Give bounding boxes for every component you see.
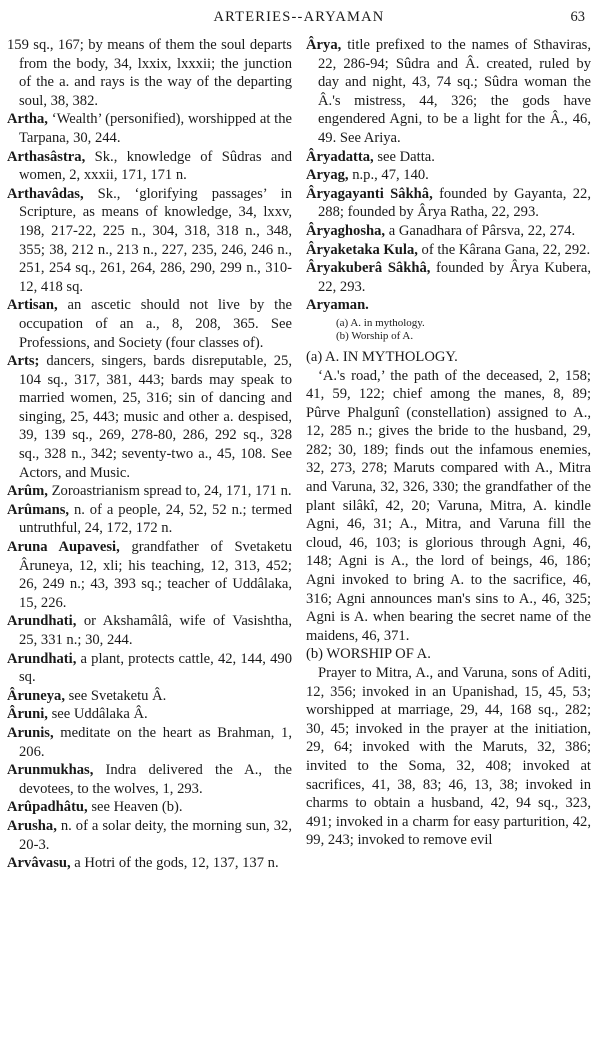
entry-headword: Aryaman. xyxy=(306,297,369,314)
index-entry xyxy=(306,222,591,241)
entry-text: of the Kârana Gana, 22, 292. xyxy=(417,241,591,258)
index-entry xyxy=(306,148,591,167)
entry-text: (a) A. IN MYTHOLOGY. xyxy=(306,348,458,365)
entry-text: see Uddâlaka Â. xyxy=(47,706,148,723)
left-column xyxy=(7,36,292,873)
index-entry xyxy=(7,705,292,724)
index-entry xyxy=(306,36,591,148)
entry-headword: Arûm, xyxy=(7,483,48,500)
entry-headword: Âryaghosha, xyxy=(306,222,386,239)
entry-headword: Arthasâstra, xyxy=(7,148,86,165)
index-entry xyxy=(7,687,292,706)
subheading-b: (b) Worship of A. xyxy=(336,329,414,342)
entry-text: founded by Ârya Kubera, 22, 293. xyxy=(318,260,591,295)
index-entry xyxy=(7,148,292,185)
entry-headword: Arunmukhas, xyxy=(7,762,94,779)
entry-headword: Âryaketaka Kula, xyxy=(306,241,418,258)
entry-headword: Ârya, xyxy=(306,37,342,53)
entry-headword: Arusha, xyxy=(7,817,57,834)
entry-text: grandfather of Svetaketu Âruneya, 12, xli; his teaching, 12, 313, 452; 26, 249 n.; 43, 393 sq.; teacher of Uddâlaka, 15, 226. xyxy=(19,539,292,611)
page-number: 63 xyxy=(570,9,585,25)
entry-text: Sk., knowledge of Sûdras and women, 2, xxxii, 171, 171 n. xyxy=(19,148,292,184)
entry-headword: Arthavâdas, xyxy=(7,185,84,202)
index-entry xyxy=(306,367,591,646)
right-column-entries xyxy=(306,36,591,315)
entry-headword: Arunis, xyxy=(7,724,54,741)
index-entry xyxy=(7,185,292,297)
entry-headword: Arundhati, xyxy=(7,613,77,630)
entry-text: Indra delivered the A., the devotees, to the wolves, 1, 293. xyxy=(19,762,292,797)
entry-headword: Âruneya, xyxy=(7,687,65,704)
entry-text: dancers, singers, bards disreputable, 25, 104 sq., 317, 381, 443; bards may speak to married women, 25, 316; sin of dancing and singing, 25, 443; music and other a. despised, 39, 139 sq., 269, 278-80, 286, 292 sq., 328 sq., 328 n., 342; seventy-two a., 45, 108. See Actors, and Music. xyxy=(19,353,292,481)
entry-headword: Artha, xyxy=(7,111,48,128)
index-entry xyxy=(306,645,591,664)
index-entry xyxy=(7,612,292,649)
aryaman-sections xyxy=(306,348,591,850)
subheading-a: (a) A. in mythology. xyxy=(336,316,425,329)
index-entry xyxy=(7,798,292,817)
entry-text: a Ganadhara of Pârsva, 22, 274. xyxy=(385,222,576,239)
running-header xyxy=(7,6,591,36)
entry-text: a Hotri of the gods, 12, 137, 137 n. xyxy=(70,855,279,872)
entry-text: see Datta. xyxy=(373,148,435,165)
index-entry xyxy=(7,854,292,873)
entry-text: a plant, protects cattle, 42, 144, 490 sq. xyxy=(19,650,292,686)
index-entry xyxy=(7,817,292,854)
entry-headword: Arûmans, xyxy=(7,501,70,518)
index-entry xyxy=(7,761,292,798)
index-entry xyxy=(306,166,591,185)
index-entry xyxy=(7,296,292,352)
entry-text: Prayer to Mitra, A., and Varuna, sons of Aditi, 12, 356; invoked in an Upanishad, 15, 45, 53; worshipped at marriage, 29, 44, 168 sq., 282; 30, 45; invoked in the prayer at the initiation, 29, 64; invoked with the Maruts, 32, 386; invited to the Soma, 32, 408; invoked at sacrifices, 41, 38, 83; 46, 13, 38; invoked in charms to obtain a husband, 42, 94 sq., 323, 491; invoked in a charm for easy parturition, 42, 99, 243; invoked to remove evil xyxy=(306,665,591,849)
index-entry xyxy=(7,352,292,482)
entry-headword: Âryakuberâ Sâkhâ, xyxy=(306,260,431,277)
aryaman-subheadings xyxy=(306,317,591,343)
entry-headword: Arundhati, xyxy=(7,650,77,667)
entry-text: n. of a people, 24, 52, 52 n.; termed untruthful, 24, 172, 172 n. xyxy=(19,501,292,537)
index-entry xyxy=(7,36,292,110)
entry-text: n. of a solar deity, the morning sun, 32, 20-3. xyxy=(19,817,292,853)
entry-text: an ascetic should not live by the occupation of an a., 8, 208, 365. See Professions, and Society (four classes of). xyxy=(19,297,292,351)
entry-headword: Artisan, xyxy=(7,297,58,314)
index-entry xyxy=(306,241,591,260)
index-entry xyxy=(306,296,591,315)
entry-headword: Aruna Aupavesi, xyxy=(7,539,120,556)
entry-text: see Svetaketu Â. xyxy=(64,687,167,704)
index-entry xyxy=(7,482,292,501)
entry-text: ‘Wealth’ (personified), worshipped at the Tarpana, 30, 244. xyxy=(19,111,292,146)
entry-text: (b) WORSHIP OF A. xyxy=(306,646,431,663)
entry-headword: Aryag, xyxy=(306,167,349,184)
index-entry xyxy=(7,501,292,538)
entry-text: Zoroastrianism spread to, 24, 171, 171 n. xyxy=(47,483,292,500)
index-entry xyxy=(306,185,591,222)
entry-text: ‘A.'s road,’ the path of the deceased, 2, 158; 41, 59, 122; chief among the manes, 8, 89; Pûrve Phalgunî (constellation) assigned to A., 12, 285 n.; gives the bride to the husband, 29, 282; 30, 189; finds out the infamous enemies, 32, 273, 278; Maruts compared with A., Mitra and Varuna, 32, 326, 330; the grandfather of the plant silâkî, 42, 20; Varuna, Mitra, A. kindle Agni, 46, 31; A., Mitra, and Varuna fill the cloud, 46, 103; is glorious through Agni, 46, 148; Agni is A., the lord of beings, 46, 186; Agni invoked to bring A. to the sacrifice, 46, 316; Agni announces man's sins to A., 46, 325; Agni is A. when bearing the secret name of the maidens, 46, 371. xyxy=(306,367,591,644)
entry-text: title prefixed to the names of Sthaviras, 22, 286-94; Sûdra and Â. created, ruled by day and night, 43, 74 sq.; Sûdra woman the Â.'s mistress, 44, 326; the gods have engendered Agni, to be a light for the Â., 46, 49. See Ariya. xyxy=(318,37,591,146)
entry-text: founded by Gayanta, 22, 288; founded by Ârya Ratha, 22, 293. xyxy=(318,185,591,221)
entry-text: 159 sq., 167; by means of them the soul departs from the body, 34, lxxix, lxxxii; the junction of the a. and rays is the way of the departing soul, 38, 382. xyxy=(7,37,292,109)
entry-headword: Âryadatta, xyxy=(306,148,374,165)
entry-text: Sk., ‘glorifying passages’ in Scripture, as means of knowledge, 34, lxxv, 198, 217-22, 225 n., 304, 318, 318 n., 348, 355; 38, 212 n., 213 n., 227, 235, 246, 246 n., 251, 254 sq., 261, 264, 286, 290, 299 n., 310-12, 418 sq. xyxy=(19,185,292,295)
entry-headword: Arvâvasu, xyxy=(7,855,71,872)
entry-text: see Heaven (b). xyxy=(87,799,183,816)
entry-headword: Arts; xyxy=(7,353,40,370)
entry-headword: Âruni, xyxy=(7,706,48,723)
index-entry xyxy=(7,538,292,612)
entry-headword: Âryagayanti Sâkhâ, xyxy=(306,185,433,202)
header-title: ARTERIES--ARYAMAN xyxy=(213,9,385,25)
entry-text: or Akshamâlâ, wife of Vasishtha, 25, 331 n.; 30, 244. xyxy=(19,613,292,648)
index-entry xyxy=(7,724,292,761)
entry-headword: Arûpadhâtu, xyxy=(7,799,88,816)
entry-text: meditate on the heart as Brahman, 1, 206. xyxy=(19,724,292,760)
index-entry xyxy=(306,664,591,850)
right-column xyxy=(306,36,591,873)
entry-text: n.p., 47, 140. xyxy=(348,167,429,184)
index-entry xyxy=(306,259,591,296)
index-entry xyxy=(7,650,292,687)
index-entry xyxy=(306,348,591,367)
index-entry xyxy=(7,110,292,147)
